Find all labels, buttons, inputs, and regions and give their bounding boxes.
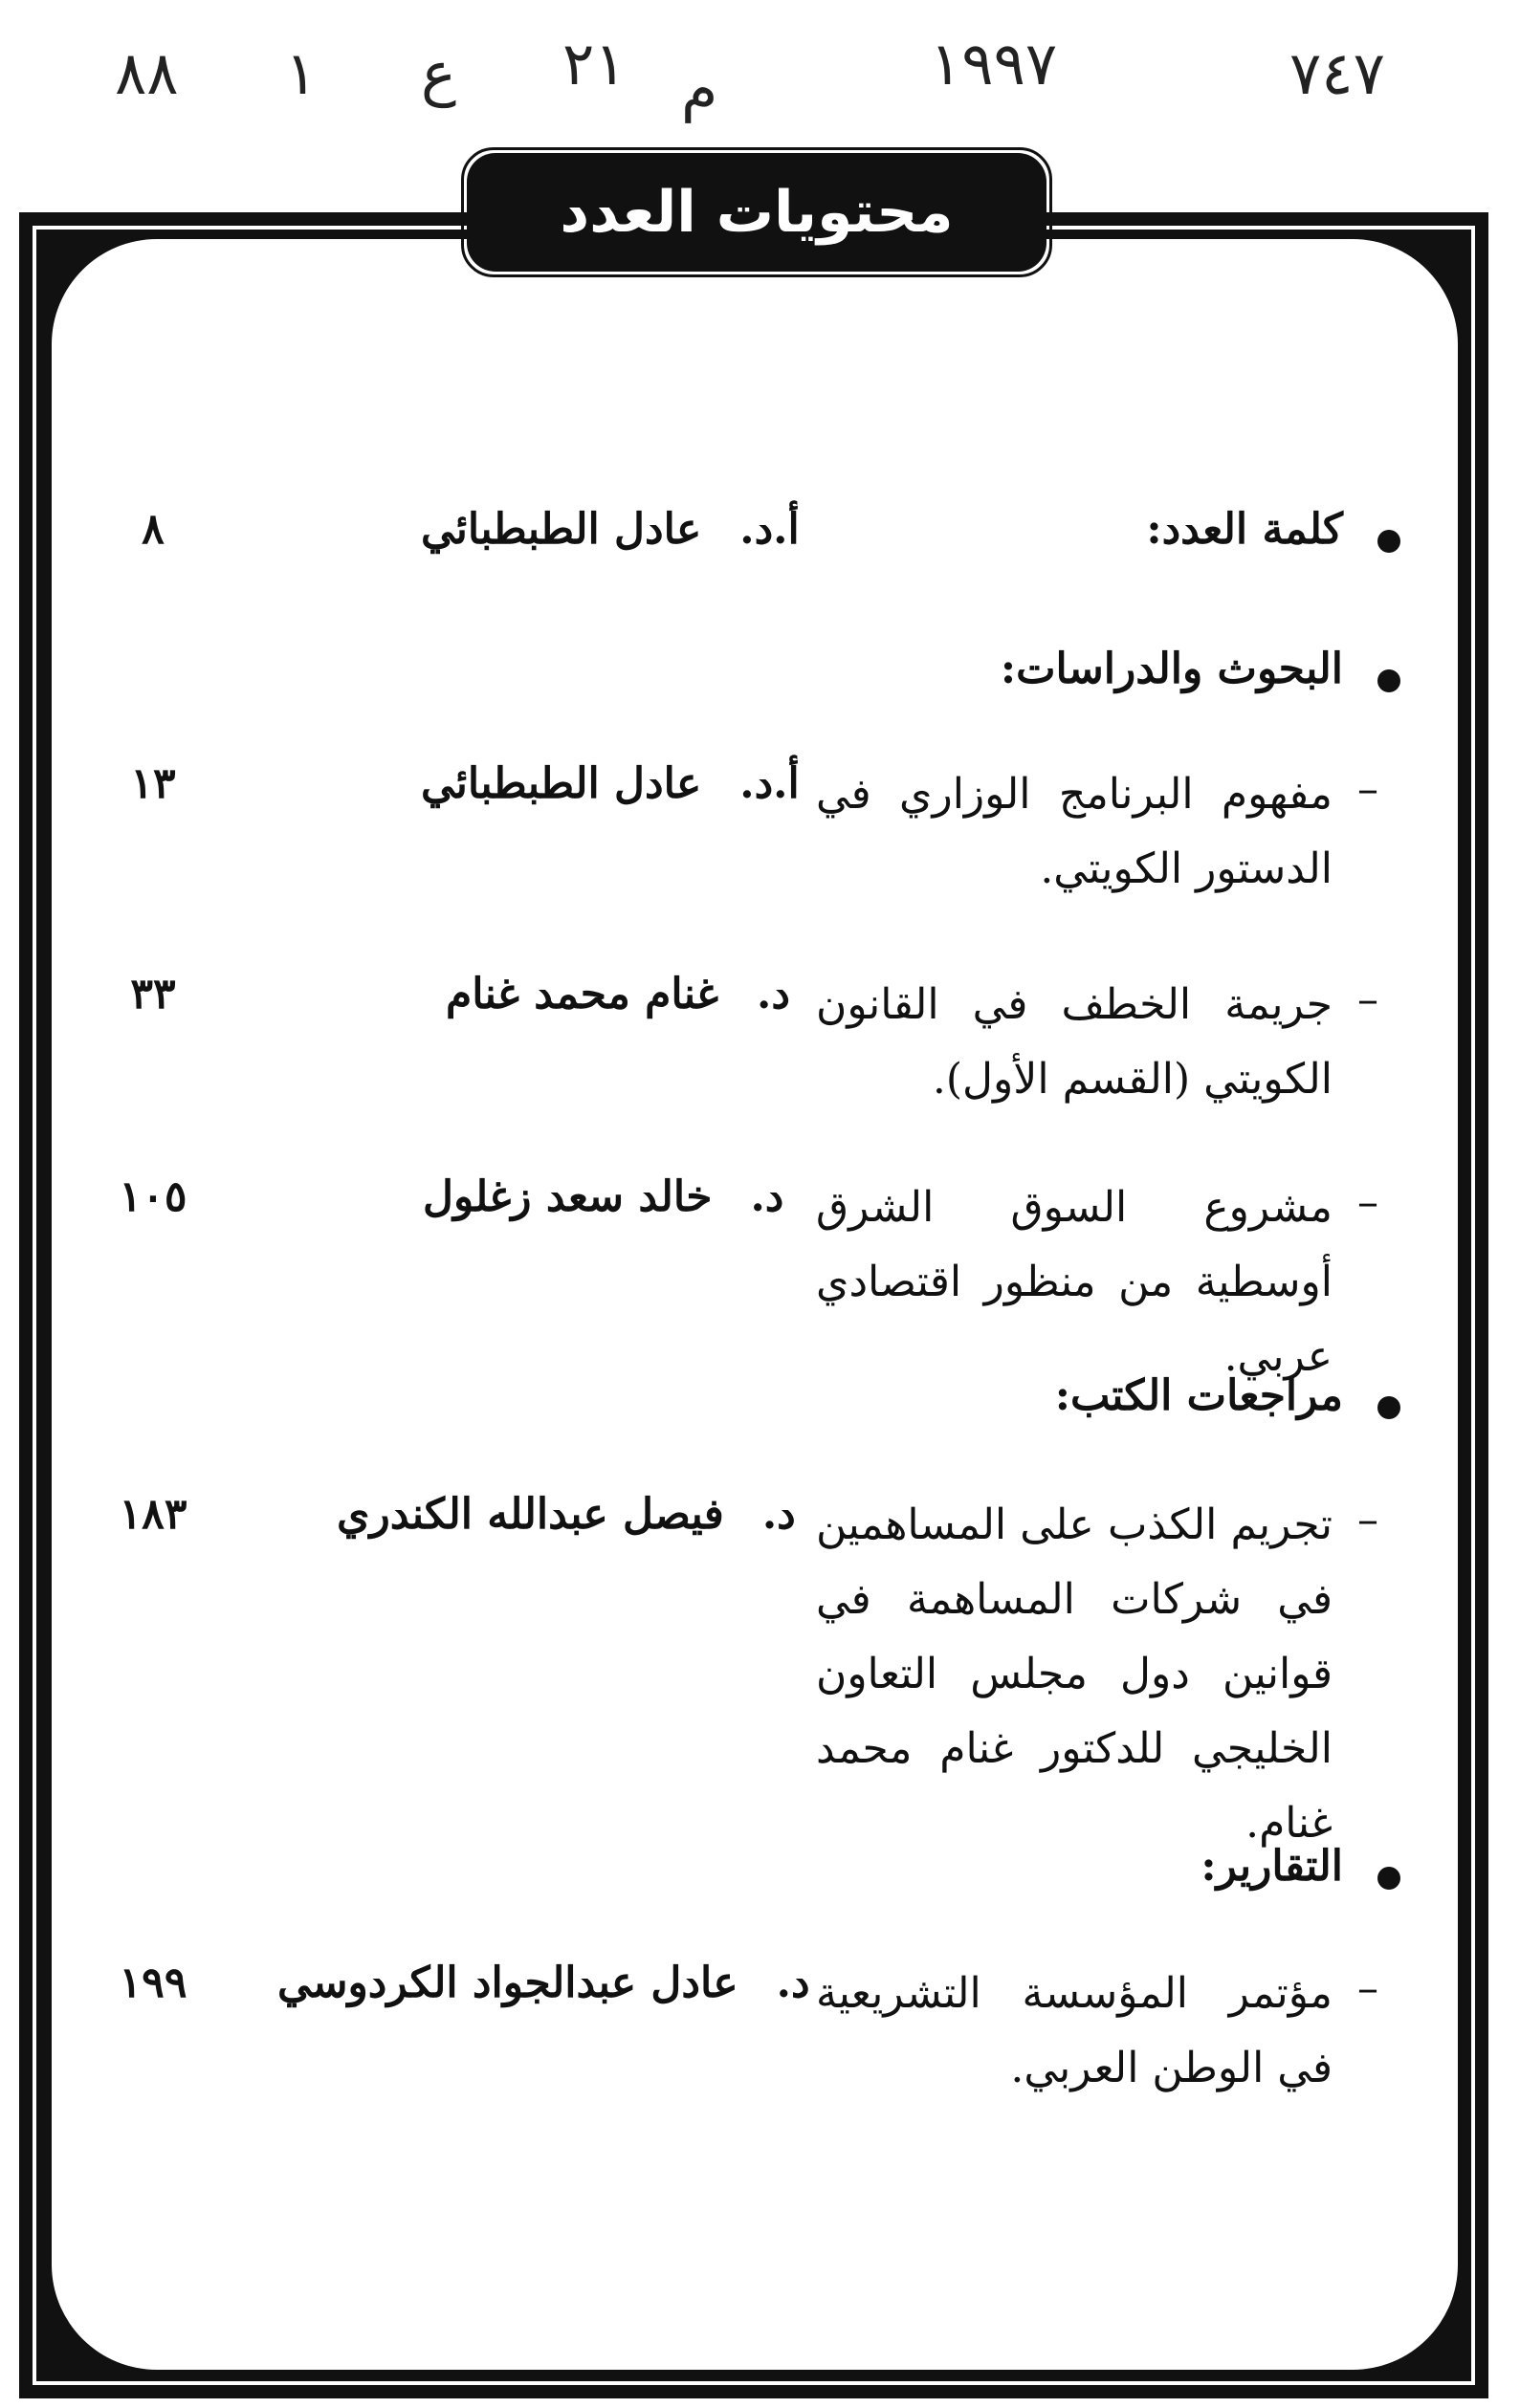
dash-marker: – bbox=[1357, 1964, 1378, 2013]
page-number: ١٩٩ bbox=[119, 1959, 187, 2007]
entry-title: مفهوم البرنامج الوزاري في الدستور الكويتي. bbox=[816, 770, 1333, 893]
dash-marker: – bbox=[1357, 1178, 1378, 1227]
author-prefix: د. bbox=[750, 1172, 784, 1221]
page-number: ٨ bbox=[142, 505, 165, 554]
author-name: فيصل عبدالله الكندري bbox=[337, 1490, 724, 1539]
section-heading: البحوث والدراسات: bbox=[1000, 645, 1343, 693]
author-prefix: د. bbox=[757, 970, 790, 1018]
author-prefix: أ.د. bbox=[739, 505, 800, 554]
entry-author bbox=[277, 1959, 810, 2007]
author-prefix: أ.د. bbox=[739, 759, 800, 808]
page-number: ٣٣ bbox=[130, 970, 176, 1018]
author-name: غنام محمد غنام bbox=[446, 970, 719, 1018]
handwritten-issue: ٨٨ bbox=[115, 38, 179, 108]
page-number: ١٠٥ bbox=[119, 1172, 187, 1221]
author-name: عادل الطبطبائي bbox=[421, 759, 702, 808]
title-tab bbox=[467, 153, 1046, 272]
handwritten-year: ١٩٩٧ bbox=[930, 29, 1058, 99]
author-prefix: د. bbox=[761, 1490, 796, 1539]
author-name: خالد سعد زغلول bbox=[423, 1172, 713, 1221]
section-heading: مراجعات الكتب: bbox=[1054, 1371, 1343, 1420]
handwritten-code: ٧٤٧ bbox=[1289, 38, 1385, 108]
entry-author bbox=[421, 759, 800, 808]
dash-marker: – bbox=[1357, 765, 1378, 814]
dash-marker: – bbox=[1357, 975, 1378, 1024]
author-prefix: د. bbox=[776, 1959, 810, 2007]
page-number: ١٣ bbox=[130, 759, 176, 808]
page-title: محتويات العدد bbox=[560, 179, 954, 246]
author-name: عادل عبدالجواد الكردوسي bbox=[277, 1959, 738, 2007]
entry-title: مؤتمر المؤسسة التشريعية في الوطن العربي. bbox=[816, 1969, 1333, 2092]
author-name: عادل الطبطبائي bbox=[421, 505, 702, 554]
entry-title: جريمة الخطف في القانون الكويتي (القسم الأول). bbox=[816, 980, 1333, 1104]
entry-title: مشروع السوق الشرق أوسطية من منظور اقتصادي عربي. bbox=[816, 1183, 1333, 1381]
bullet-icon bbox=[1377, 1396, 1400, 1419]
entry-author bbox=[423, 1172, 783, 1221]
bullet-icon bbox=[1377, 1867, 1400, 1890]
handwritten-label: ع bbox=[421, 38, 456, 108]
dash-marker: – bbox=[1357, 1496, 1378, 1544]
handwritten-number: ١ bbox=[285, 38, 318, 108]
handwritten-year-label: ٢١ bbox=[562, 29, 627, 99]
entry-author bbox=[337, 1490, 796, 1539]
bullet-icon bbox=[1377, 669, 1400, 692]
section-heading: كلمة العدد: bbox=[1146, 505, 1343, 554]
entry-author bbox=[446, 970, 790, 1018]
entry-title: تجريم الكذب على المساهمين في شركات المساهمة في قوانين دول مجلس التعاون الخليجي للدكتور غنام محمد غنام. bbox=[816, 1500, 1333, 1848]
page-number: ١٨٣ bbox=[119, 1490, 187, 1539]
handwritten-era: م bbox=[681, 54, 718, 123]
bullet-icon bbox=[1377, 530, 1400, 553]
section-heading: التقارير: bbox=[1201, 1842, 1343, 1891]
entry-author bbox=[421, 505, 800, 554]
